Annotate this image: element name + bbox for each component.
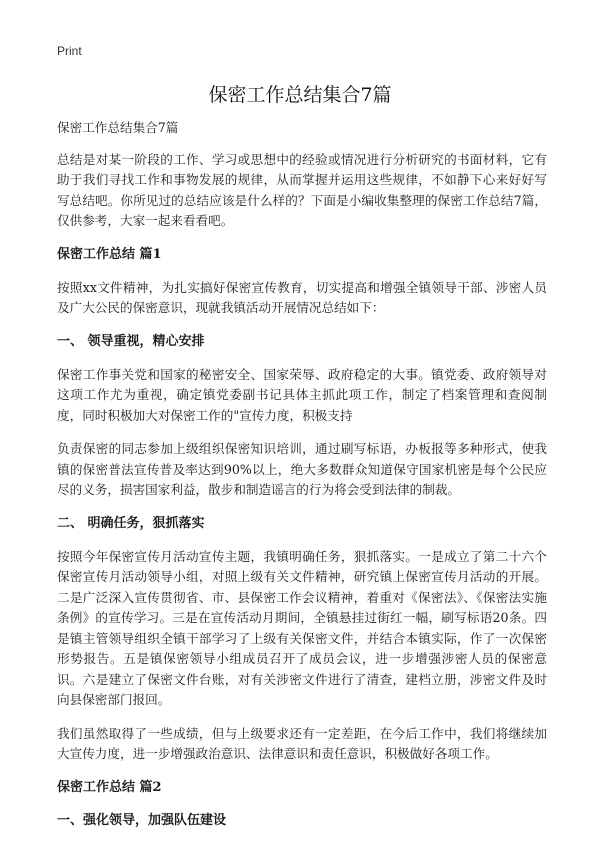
document-body xyxy=(57,118,547,844)
subsection1-paragraph-2: 负责保密的同志参加上级组织保密知识培训，通过刷写标语，办板报等多种形式，使我镇的保密普法宣传普及率达到90%以上，绝大多数群众知道保守国家机密是每个公民应尽的义务，损害国家利益，散步和制造谣言的行为将会受到法律的制裁。 xyxy=(57,441,547,497)
subsection1-paragraph-1: 保密工作事关党和国家的秘密安全、国家荣辱、政府稳定的大事。镇党委、政府领导对这项工作尤为重视，确定镇党委副书记具体主抓此项工作，制定了档案管理和查阅制度，同时积极加大对保密工作的"宣传力度，积极支持 xyxy=(57,366,547,423)
subsection-heading-3: 一、强化领导，加强队伍建设 xyxy=(57,812,227,828)
section-heading-2: 保密工作总结 篇2 xyxy=(57,779,162,795)
page-title: 保密工作总结集合7篇 xyxy=(208,84,392,106)
subsection-heading-2: 二、 明确任务，狠抓落实 xyxy=(57,515,205,531)
document-subtitle: 保密工作总结集合7篇 xyxy=(57,120,179,135)
subsection2-paragraph-1: 按照今年保密宣传月活动宣传主题，我镇明确任务，狠抓落实。一是成立了第二十六个保密宣传月活动领导小组，对照上级有关文件精神，研究镇上保密宣传月活动的开展。二是广泛深入宣传贯彻省、市、县保密工作会议精神，着重对《保密法》、《保密法实施条例》的宣传学习。三是在宣传活动月期间，全镇悬挂过街红一幅，刷写标语20条。四是镇主管领导组织全镇干部学习了上级有关保密文件，并结合本镇实际，作了一次保密形势报告。五是镇保密领导小组成员召开了成员会议，进一步增强涉密人员的保密意识。六是建立了保密文件台账，对有关涉密文件进行了清查，建档立册，涉密文件及时向县保密部门报回。 xyxy=(57,548,547,707)
intro-paragraph: 总结是对某一阶段的工作、学习或思想中的经验或情况进行分析研究的书面材料，它有助于我们寻找工作和事物发展的规律，从而掌握并运用这些规律，不如静下心来好好写写总结吧。你所见过的总结应该是什么样的？下面是小编收集整理的保密工作总结7篇，仅供参考，大家一起来看看吧。 xyxy=(57,151,547,228)
print-label[interactable]: Print xyxy=(57,44,82,58)
subsection-heading-1: 一、 领导重视，精心安排 xyxy=(57,333,205,349)
subsection2-paragraph-2: 我们虽然取得了一些成绩，但与上级要求还有一定差距，在今后工作中，我们将继续加大宣传力度，进一步增强政治意识、法律意识和责任意识，积极做好各项工作。 xyxy=(57,725,547,761)
section-heading-1: 保密工作总结 篇1 xyxy=(57,246,162,262)
section1-intro-paragraph: 按照xx文件精神，为扎实搞好保密宣传教育，切实提高和增强全镇领导干部、涉密人员及广大公民的保密意识，现就我镇活动开展情况总结如下： xyxy=(57,279,547,315)
